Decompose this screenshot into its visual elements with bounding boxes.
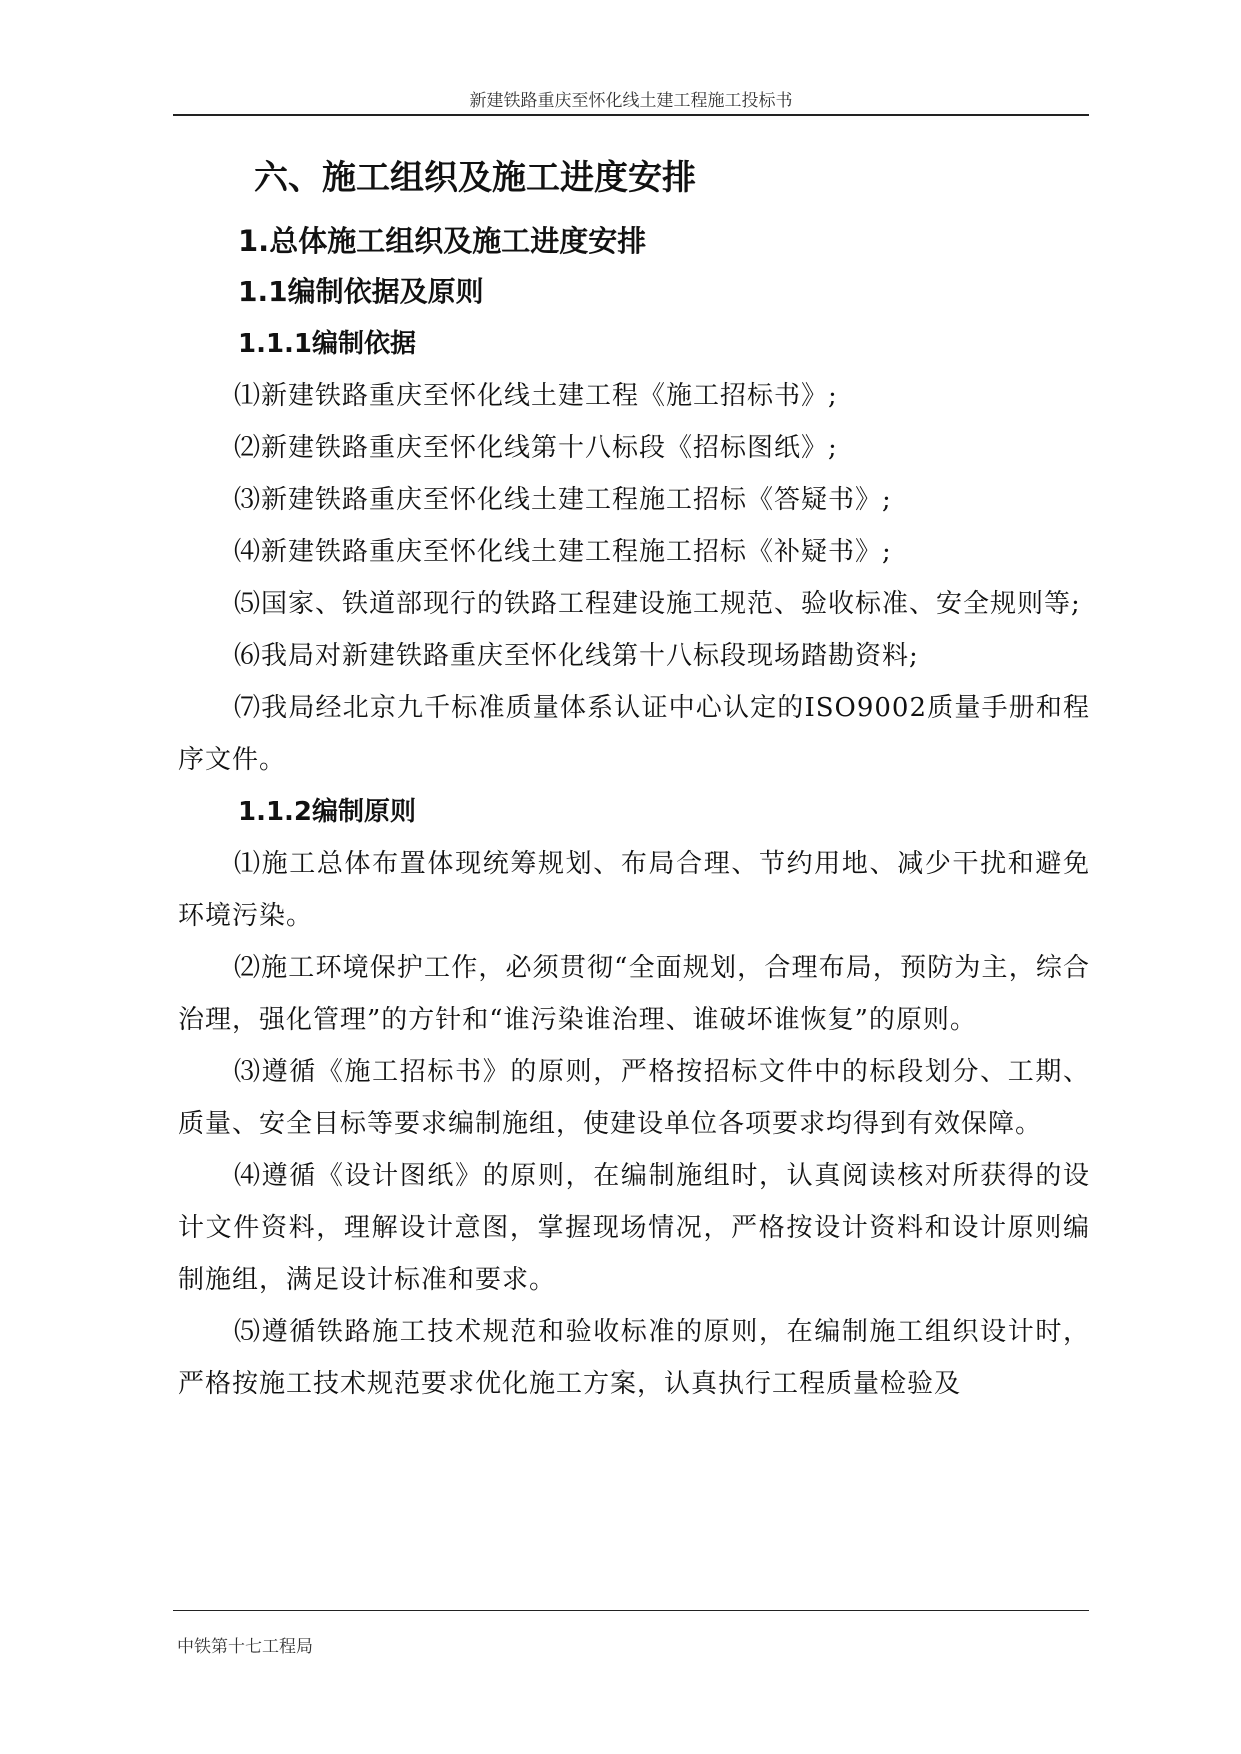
section-title: 六、施工组织及施工进度安排 [254, 158, 696, 198]
footer-rule [173, 1610, 1089, 1611]
principle-item-3: ⑶遵循《施工招标书》的原则，严格按招标文件中的标段划分、工期、质量、安全目标等要求编制施组，使建设单位各项要求均得到有效保障。 [178, 1057, 1090, 1139]
heading-1-1-2: 1.1.2编制原则 [238, 797, 417, 827]
heading-1-1-1: 1.1.1编制依据 [238, 329, 417, 359]
principle-item-5: ⑸遵循铁路施工技术规范和验收标准的原则，在编制施工组织设计时，严格按施工技术规范要求优化施工方案，认真执行工程质量检验及 [178, 1317, 1090, 1399]
document-body [178, 150, 1090, 1410]
page-header: 新建铁路重庆至怀化线土建工程施工投标书 [469, 91, 793, 111]
principle-item-4: ⑷遵循《设计图纸》的原则，在编制施组时，认真阅读核对所获得的设计文件资料，理解设计意图，掌握现场情况，严格按设计资料和设计原则编制施组，满足设计标准和要求。 [178, 1161, 1090, 1295]
basis-item-3: ⑶新建铁路重庆至怀化线土建工程施工招标《答疑书》; [234, 485, 892, 515]
principle-item-1: ⑴施工总体布置体现统筹规划、布局合理、节约用地、减少干扰和避免环境污染。 [178, 849, 1090, 931]
heading-1-1: 1.1编制依据及原则 [238, 275, 484, 308]
basis-item-1: ⑴新建铁路重庆至怀化线土建工程《施工招标书》; [234, 381, 838, 411]
heading-1: 1.总体施工组织及施工进度安排 [238, 224, 647, 258]
basis-item-5: ⑸国家、铁道部现行的铁路工程建设施工规范、验收标准、安全规则等; [234, 589, 1081, 619]
basis-item-2: ⑵新建铁路重庆至怀化线第十八标段《招标图纸》; [234, 433, 838, 463]
header-rule [173, 114, 1089, 116]
basis-item-7: ⑺我局经北京九千标准质量体系认证中心认定的ISO9002质量手册和程序文件。 [178, 693, 1090, 775]
basis-item-4: ⑷新建铁路重庆至怀化线土建工程施工招标《补疑书》; [234, 537, 892, 567]
principle-item-2: ⑵施工环境保护工作，必须贯彻“全面规划，合理布局，预防为主，综合治理，强化管理”的方针和“谁污染谁治理、谁破坏谁恢复”的原则。 [178, 953, 1090, 1035]
page-footer: 中铁第十七工程局 [177, 1637, 313, 1657]
basis-item-6: ⑹我局对新建铁路重庆至怀化线第十八标段现场踏勘资料; [234, 641, 919, 671]
